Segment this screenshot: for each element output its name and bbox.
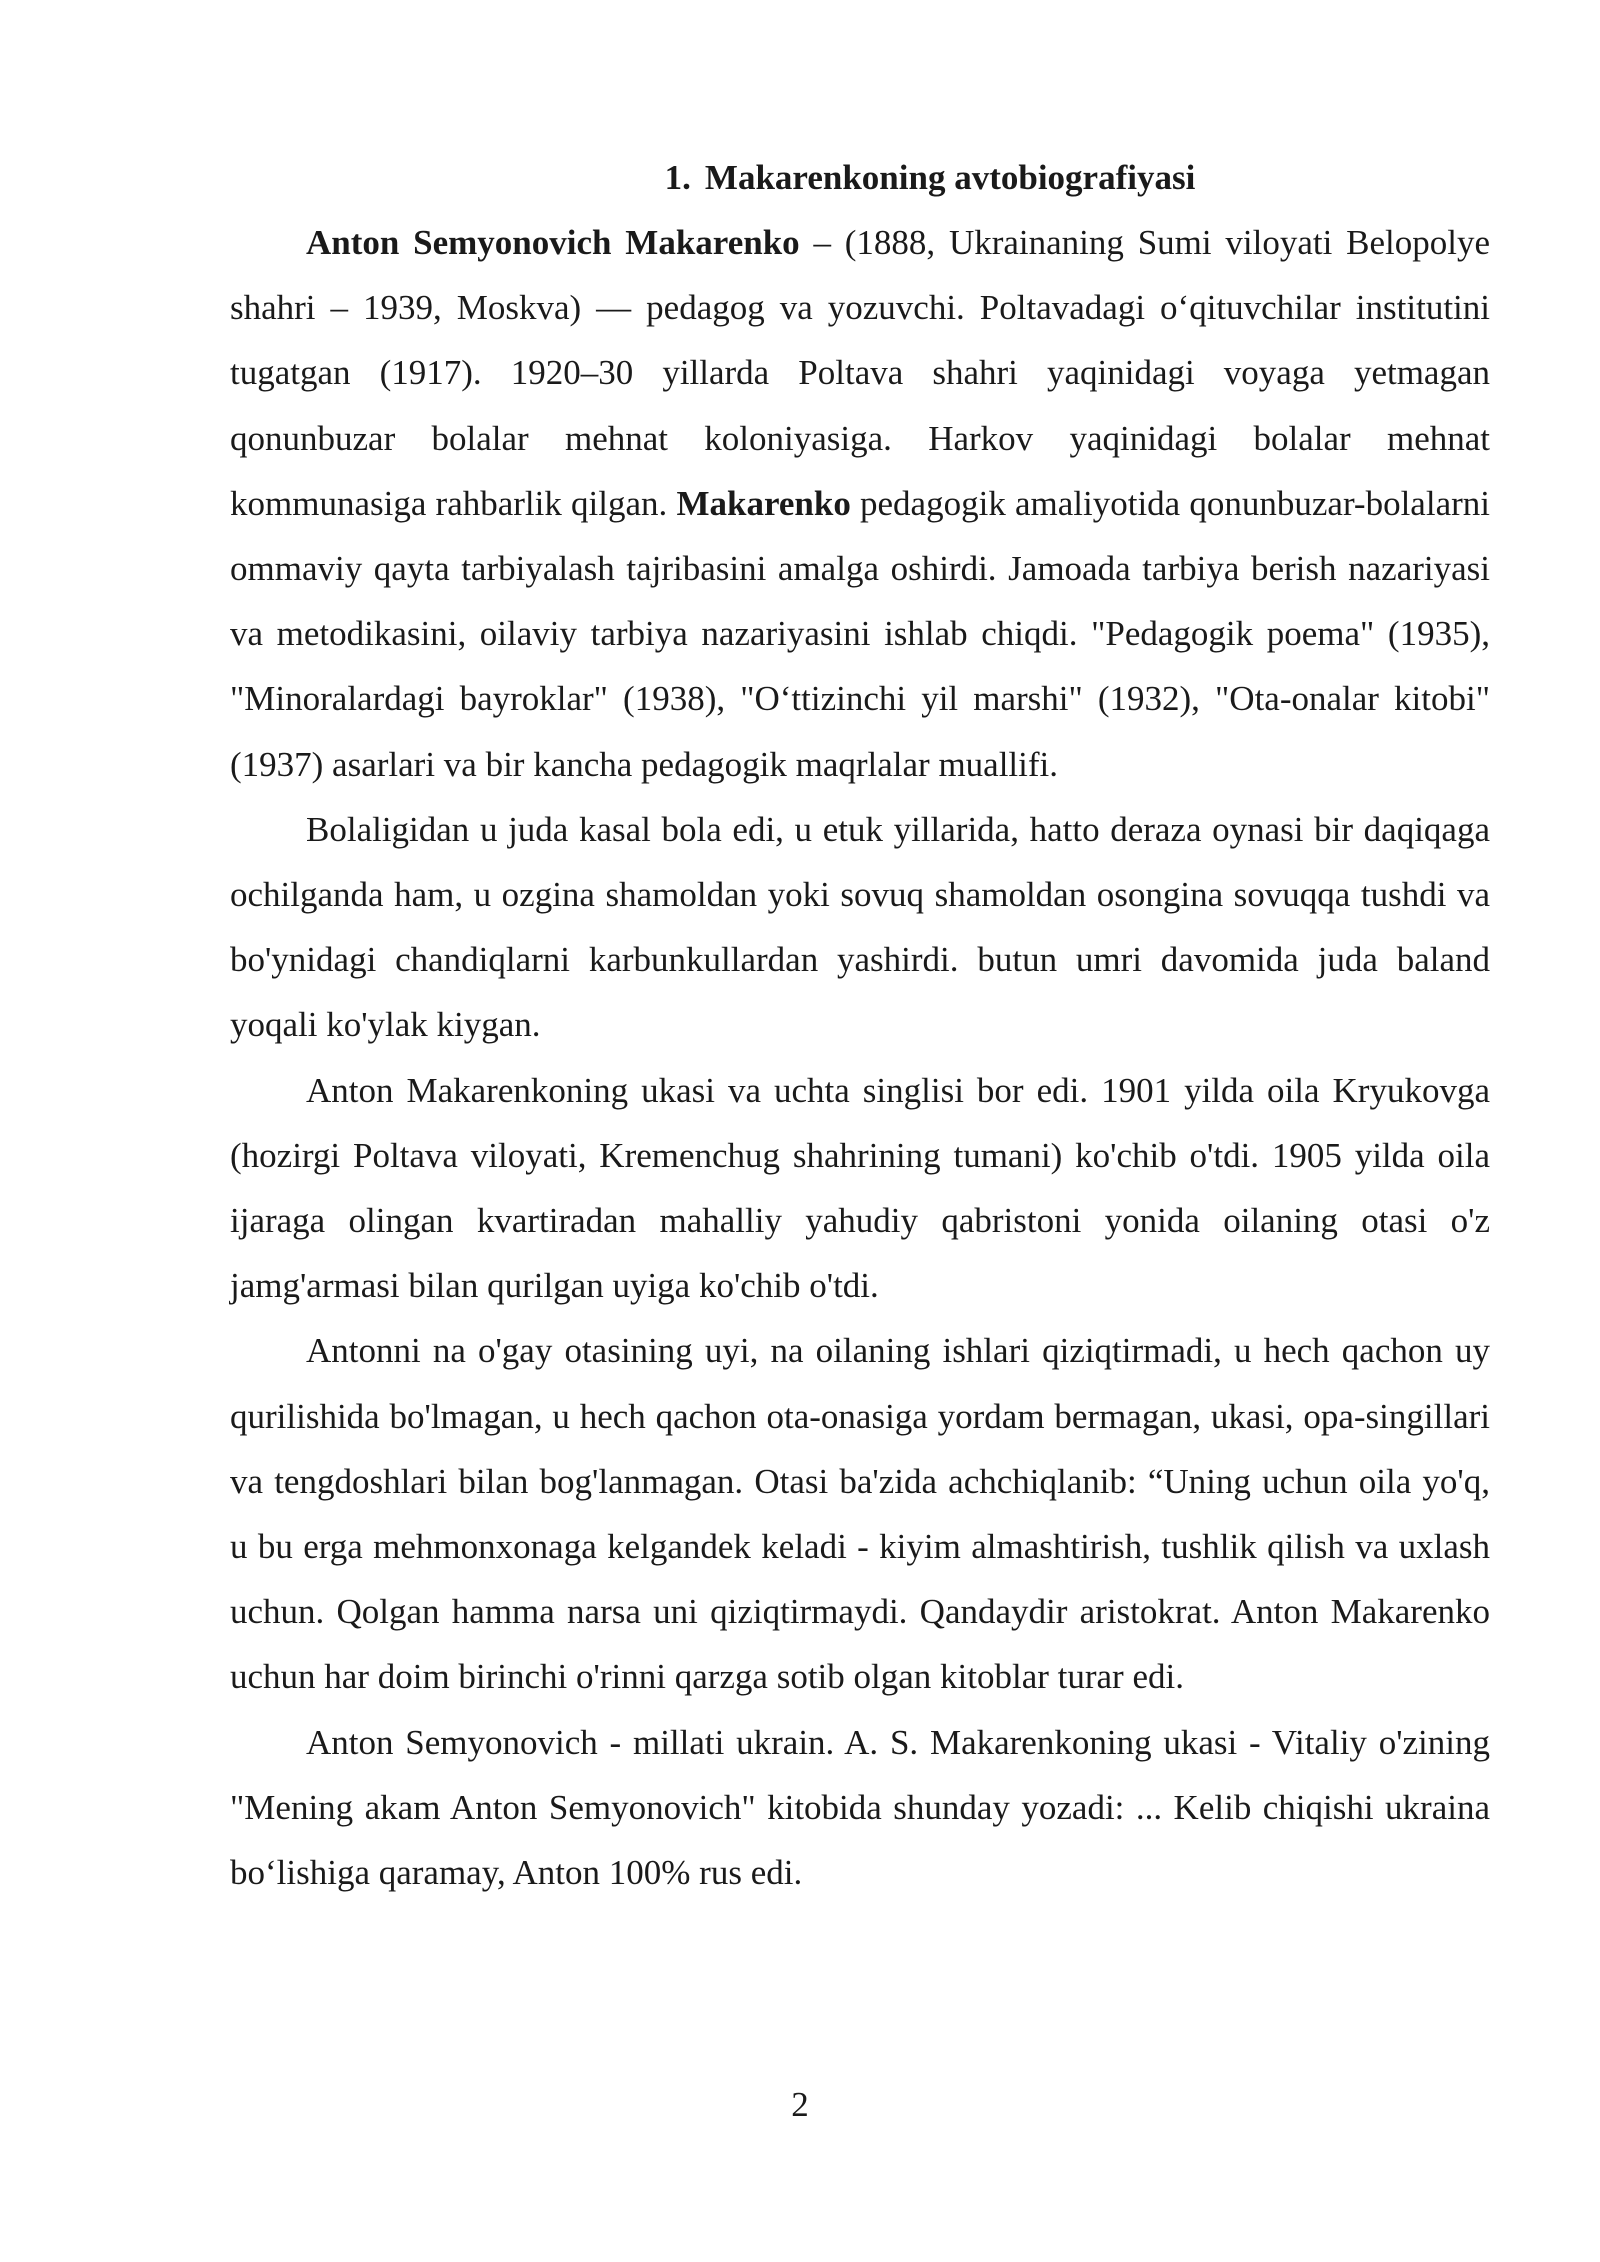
page-number: 2 [791, 2085, 809, 2124]
paragraph-nationality: Anton Semyonovich - millati ukrain. A. S. Makarenkoning ukasi - Vitaliy o'zining "Mening akam Anton Semyonovich" kitobida shunday yozadi: ... Kelib chiqishi ukraina bo‘lishiga qaramay, Anton 100% rus edi. [230, 1722, 1490, 1893]
paragraph-family: Anton Makarenkoning ukasi va uchta singlisi bor edi. 1901 yilda oila Kryukovga (hozirgi Poltava viloyati, Kremenchug shahrining tumani) ko'chib o'tdi. 1905 yilda oila ijaraga olingan kvartiradan mahalliy yahudiy qabristoni yonida oilaning otasi o'z jamg'armasi bilan qurilgan uyiga ko'chib o'tdi. [230, 1070, 1490, 1306]
document-page [230, 145, 1490, 1905]
heading-title: Makarenkoning avtobiografiyasi [704, 158, 1196, 197]
section-heading [230, 145, 1490, 210]
paragraph-childhood: Bolaligidan u juda kasal bola edi, u etuk yillarida, hatto deraza oynasi bir daqiqaga ochilganda ham, u ozgina shamoldan yoki sovuq shamoldan osongina sovuqqa tushdi va bo'ynidagi chandiqlarni karbunkullardan yashirdi. butun umri davomida juda baland yoqali ko'ylak kiygan. [230, 809, 1490, 1045]
bold-inline-name: Makarenko [676, 483, 851, 523]
paragraph-intro [230, 210, 1490, 797]
heading-number: 1. [664, 158, 691, 197]
intro-text-part-1: – (1888, Ukrainaning Sumi viloyati Belopolye shahri – 1939, Moskva) — pedagog va yozuvchi. Poltavadagi o‘qituvchilar institutini tugatgan (1917). 1920–30 yillarda Poltava shahri yaqinidagi voyaga yetmagan qonunbuzar bolalar mehnat koloniyasiga. Harkov yaqinidagi bolalar mehnat kommunasiga rahbarlik qilgan. [230, 223, 1491, 523]
intro-text-part-2: pedagogik amaliyotida qonunbuzar-bolalarni ommaviy qayta tarbiyalash tajribasini amalga oshirdi. Jamoada tarbiya berish nazariyasi va metodikasini, oilaviy tarbiya nazariyasini ishlab chiqdi. "Pedagogik poema" (1935), "Minoralardagi bayroklar" (1938), "O‘ttizinchi yil marshi" (1932), "Ota-onalar kitobi" (1937) asarlari va bir kancha pedagogik maqrlalar muallifi. [230, 483, 1490, 784]
bold-lead-name: Anton Semyonovich Makarenko [306, 223, 800, 262]
paragraph-character: Antonni na o'gay otasining uyi, na oilaning ishlari qiziqtirmadi, u hech qachon uy qurilishida bo'lmagan, u hech qachon ota-onasiga yordam bermagan, ukasi, opa-singillari va tengdoshlari bilan bog'lanmagan. Otasi ba'zida achchiqlanib: “Uning uchun oila yo'q, u bu erga mehmonxonaga kelgandek keladi - kiyim almashtirish, tushlik qilish va uxlash uchun. Qolgan hamma narsa uni qiziqtirmaydi. Qandaydir aristokrat. Anton Makarenko uchun har doim birinchi o'rinni qarzga sotib olgan kitoblar turar edi. [230, 1331, 1490, 1697]
